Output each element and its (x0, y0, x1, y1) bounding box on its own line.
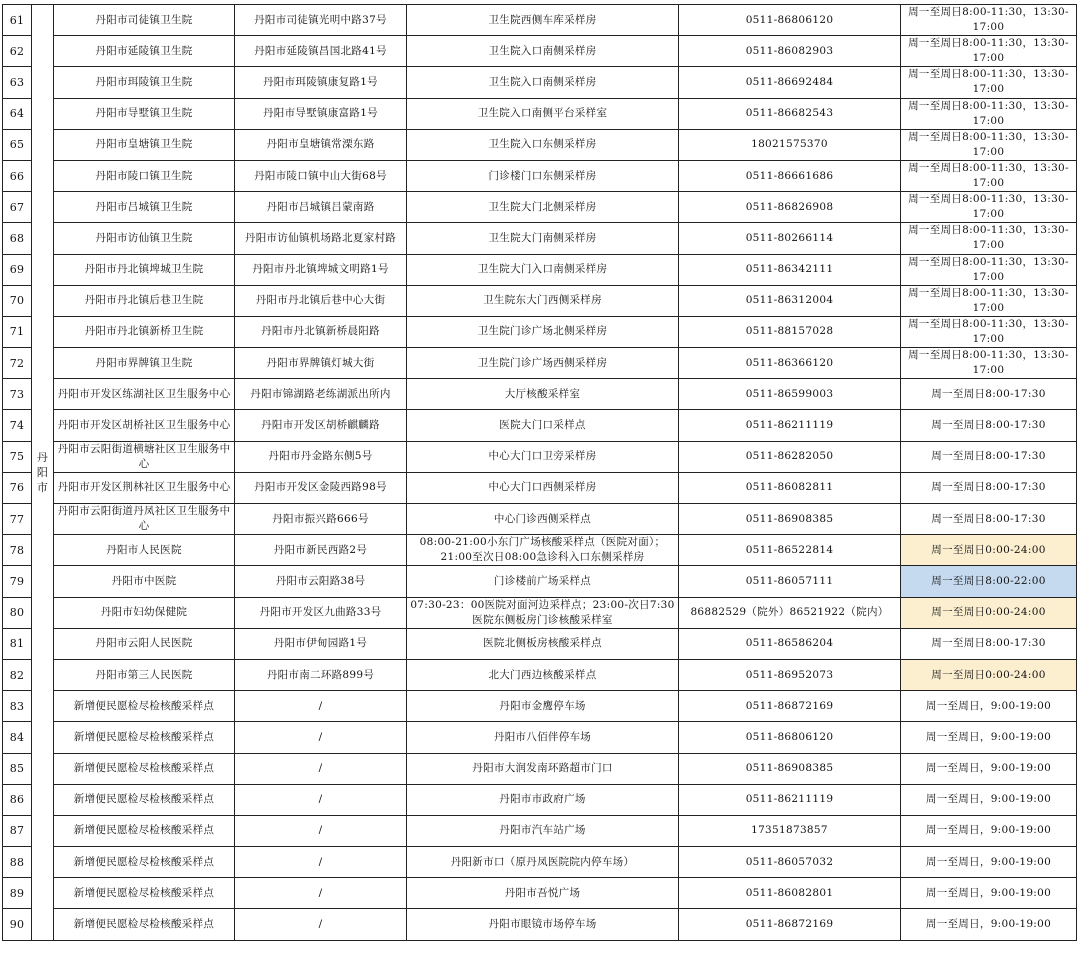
sampling-location: 丹阳市市政府广场 (407, 784, 679, 815)
sampling-location: 丹阳市八佰伴停车场 (407, 722, 679, 753)
site-name: 新增便民愿检尽检核酸采样点 (54, 847, 235, 878)
site-address: 丹阳市吕城镇吕蒙南路 (235, 192, 407, 223)
sampling-location: 卫生院入口东侧采样房 (407, 129, 679, 160)
opening-hours: 周一至周日，9:00-19:00 (901, 691, 1077, 722)
contact-phone: 0511-86661686 (679, 160, 901, 191)
table-row (3, 348, 1077, 379)
contact-phone: 18021575370 (679, 129, 901, 160)
table-row (3, 878, 1077, 909)
table-row (3, 784, 1077, 815)
sampling-location: 07:30-23：00医院对面河边采样点；23:00-次日7:30医院东侧板房门诊核酸采样室 (407, 597, 679, 628)
table-row (3, 192, 1077, 223)
contact-phone: 0511-86057032 (679, 847, 901, 878)
table-row (3, 254, 1077, 285)
site-name: 丹阳市访仙镇卫生院 (54, 223, 235, 254)
site-name: 丹阳市陵口镇卫生院 (54, 160, 235, 191)
table-row (3, 659, 1077, 690)
sampling-sites-table (2, 4, 1077, 941)
row-number: 63 (3, 67, 32, 98)
table-row (3, 535, 1077, 566)
contact-phone: 0511-80266114 (679, 223, 901, 254)
site-address: 丹阳市司徒镇光明中路37号 (235, 5, 407, 36)
site-name: 丹阳市云阳人民医院 (54, 628, 235, 659)
row-number: 68 (3, 223, 32, 254)
contact-phone: 0511-86586204 (679, 628, 901, 659)
sampling-location: 08:00-21:00小东门广场核酸采样点（医院对面）；21:00至次日08:00急诊科入口东侧采样房 (407, 535, 679, 566)
opening-hours: 周一至周日，9:00-19:00 (901, 815, 1077, 846)
row-number: 88 (3, 847, 32, 878)
table-row (3, 722, 1077, 753)
row-number: 78 (3, 535, 32, 566)
sampling-location: 北大门西边核酸采样点 (407, 659, 679, 690)
contact-phone: 0511-86082801 (679, 878, 901, 909)
site-name: 丹阳市人民医院 (54, 535, 235, 566)
sampling-location: 卫生院东大门西侧采样房 (407, 285, 679, 316)
table-row (3, 566, 1077, 597)
opening-hours: 周一至周日8:00-17:30 (901, 472, 1077, 503)
contact-phone: 0511-86522814 (679, 535, 901, 566)
site-address: / (235, 878, 407, 909)
site-address: 丹阳市丹金路东侧5号 (235, 441, 407, 472)
site-address: / (235, 722, 407, 753)
sampling-location: 医院大门口采样点 (407, 410, 679, 441)
site-name: 丹阳市妇幼保健院 (54, 597, 235, 628)
site-address: 丹阳市开发区胡桥麒麟路 (235, 410, 407, 441)
contact-phone: 0511-86082811 (679, 472, 901, 503)
table-row (3, 98, 1077, 129)
sampling-location: 中心门诊西侧采样点 (407, 504, 679, 535)
opening-hours: 周一至周日8:00-17:30 (901, 379, 1077, 410)
table-row (3, 753, 1077, 784)
site-address: 丹阳市珥陵镇康复路1号 (235, 67, 407, 98)
site-address: 丹阳市丹北镇新桥晨阳路 (235, 316, 407, 347)
site-name: 丹阳市丹北镇新桥卫生院 (54, 316, 235, 347)
site-name: 新增便民愿检尽检核酸采样点 (54, 878, 235, 909)
site-name: 新增便民愿检尽检核酸采样点 (54, 753, 235, 784)
opening-hours: 周一至周日8:00-17:30 (901, 504, 1077, 535)
row-number: 84 (3, 722, 32, 753)
site-address: 丹阳市锦湖路老练湖派出所内 (235, 379, 407, 410)
contact-phone: 0511-86312004 (679, 285, 901, 316)
site-name: 丹阳市开发区荆林社区卫生服务中心 (54, 472, 235, 503)
contact-phone: 0511-86211119 (679, 410, 901, 441)
site-name: 丹阳市延陵镇卫生院 (54, 36, 235, 67)
site-name: 丹阳市云阳街道横塘社区卫生服务中心 (54, 441, 235, 472)
contact-phone: 17351873857 (679, 815, 901, 846)
row-number: 85 (3, 753, 32, 784)
site-name: 丹阳市界牌镇卫生院 (54, 348, 235, 379)
site-address: / (235, 784, 407, 815)
table-row (3, 379, 1077, 410)
opening-hours: 周一至周日8:00-22:00 (901, 566, 1077, 597)
sampling-location: 中心大门口卫旁采样房 (407, 441, 679, 472)
site-name: 新增便民愿检尽检核酸采样点 (54, 722, 235, 753)
opening-hours: 周一至周日8:00-11:30，13:30-17:00 (901, 5, 1077, 36)
opening-hours: 周一至周日8:00-11:30，13:30-17:00 (901, 348, 1077, 379)
opening-hours: 周一至周日0:00-24:00 (901, 659, 1077, 690)
sampling-location: 中心大门口西侧采样房 (407, 472, 679, 503)
row-number: 64 (3, 98, 32, 129)
row-number: 77 (3, 504, 32, 535)
site-address: / (235, 847, 407, 878)
opening-hours: 周一至周日8:00-11:30，13:30-17:00 (901, 223, 1077, 254)
contact-phone: 86882529（院外）86521922（院内） (679, 597, 901, 628)
opening-hours: 周一至周日8:00-11:30，13:30-17:00 (901, 98, 1077, 129)
site-name: 新增便民愿检尽检核酸采样点 (54, 691, 235, 722)
row-number: 87 (3, 815, 32, 846)
opening-hours: 周一至周日8:00-11:30，13:30-17:00 (901, 36, 1077, 67)
table-row (3, 847, 1077, 878)
contact-phone: 0511-86682543 (679, 98, 901, 129)
site-name: 丹阳市中医院 (54, 566, 235, 597)
site-address: 丹阳市开发区金陵西路98号 (235, 472, 407, 503)
table-row (3, 129, 1077, 160)
site-name: 丹阳市丹北镇后巷卫生院 (54, 285, 235, 316)
table-row (3, 909, 1077, 940)
site-name: 丹阳市第三人民医院 (54, 659, 235, 690)
row-number: 70 (3, 285, 32, 316)
site-address: 丹阳市云阳路38号 (235, 566, 407, 597)
contact-phone: 0511-86908385 (679, 504, 901, 535)
opening-hours: 周一至周日0:00-24:00 (901, 597, 1077, 628)
opening-hours: 周一至周日，9:00-19:00 (901, 909, 1077, 940)
opening-hours: 周一至周日，9:00-19:00 (901, 784, 1077, 815)
contact-phone: 0511-86211119 (679, 784, 901, 815)
contact-phone: 0511-86057111 (679, 566, 901, 597)
site-address: / (235, 815, 407, 846)
contact-phone: 0511-86806120 (679, 722, 901, 753)
row-number: 86 (3, 784, 32, 815)
site-name: 丹阳市导墅镇卫生院 (54, 98, 235, 129)
row-number: 79 (3, 566, 32, 597)
site-name: 新增便民愿检尽检核酸采样点 (54, 815, 235, 846)
table-row (3, 36, 1077, 67)
sampling-location: 卫生院入口南侧平台采样室 (407, 98, 679, 129)
site-address: 丹阳市导墅镇康富路1号 (235, 98, 407, 129)
site-name: 丹阳市云阳街道丹凤社区卫生服务中心 (54, 504, 235, 535)
sampling-location: 大厅核酸采样室 (407, 379, 679, 410)
sampling-location: 丹阳市吾悦广场 (407, 878, 679, 909)
row-number: 66 (3, 160, 32, 191)
row-number: 82 (3, 659, 32, 690)
table-row (3, 472, 1077, 503)
opening-hours: 周一至周日，9:00-19:00 (901, 847, 1077, 878)
row-number: 89 (3, 878, 32, 909)
opening-hours: 周一至周日8:00-11:30，13:30-17:00 (901, 129, 1077, 160)
site-name: 丹阳市开发区练湖社区卫生服务中心 (54, 379, 235, 410)
sampling-location: 丹阳市眼镜市场停车场 (407, 909, 679, 940)
sampling-location: 丹阳市大润发南环路超市门口 (407, 753, 679, 784)
sampling-location: 医院北侧板房核酸采样点 (407, 628, 679, 659)
contact-phone: 0511-86282050 (679, 441, 901, 472)
sampling-location: 丹阳市金鹰停车场 (407, 691, 679, 722)
site-name: 丹阳市珥陵镇卫生院 (54, 67, 235, 98)
opening-hours: 周一至周日8:00-17:30 (901, 628, 1077, 659)
table-row (3, 316, 1077, 347)
region-cell (32, 5, 54, 941)
sampling-location: 卫生院门诊广场北侧采样房 (407, 316, 679, 347)
row-number: 90 (3, 909, 32, 940)
site-address: / (235, 753, 407, 784)
table-row (3, 441, 1077, 472)
sampling-location: 丹阳市汽车站广场 (407, 815, 679, 846)
contact-phone: 0511-88157028 (679, 316, 901, 347)
row-number: 62 (3, 36, 32, 67)
row-number: 81 (3, 628, 32, 659)
site-address: 丹阳市振兴路666号 (235, 504, 407, 535)
row-number: 71 (3, 316, 32, 347)
site-name: 新增便民愿检尽检核酸采样点 (54, 784, 235, 815)
site-address: 丹阳市皇塘镇常溧东路 (235, 129, 407, 160)
contact-phone: 0511-86082903 (679, 36, 901, 67)
contact-phone: 0511-86806120 (679, 5, 901, 36)
contact-phone: 0511-86872169 (679, 909, 901, 940)
table-row (3, 691, 1077, 722)
contact-phone: 0511-86599003 (679, 379, 901, 410)
site-address: 丹阳市丹北镇后巷中心大街 (235, 285, 407, 316)
opening-hours: 周一至周日8:00-11:30，13:30-17:00 (901, 316, 1077, 347)
site-address: 丹阳市界牌镇灯城大街 (235, 348, 407, 379)
site-address: 丹阳市丹北镇埤城文明路1号 (235, 254, 407, 285)
sampling-location: 门诊楼门口东侧采样房 (407, 160, 679, 191)
contact-phone: 0511-86342111 (679, 254, 901, 285)
site-address: 丹阳市陵口镇中山大街68号 (235, 160, 407, 191)
sampling-location: 卫生院入口南侧采样房 (407, 36, 679, 67)
site-name: 丹阳市司徒镇卫生院 (54, 5, 235, 36)
opening-hours: 周一至周日，9:00-19:00 (901, 753, 1077, 784)
site-address: 丹阳市伊甸园路1号 (235, 628, 407, 659)
sampling-location: 丹阳新市口（原丹凤医院院内停车场） (407, 847, 679, 878)
opening-hours: 周一至周日8:00-11:30，13:30-17:00 (901, 192, 1077, 223)
table-body (3, 5, 1077, 941)
site-address: 丹阳市新民西路2号 (235, 535, 407, 566)
sampling-location: 卫生院大门入口南侧采样房 (407, 254, 679, 285)
row-number: 61 (3, 5, 32, 36)
opening-hours: 周一至周日8:00-17:30 (901, 410, 1077, 441)
site-address: / (235, 909, 407, 940)
row-number: 72 (3, 348, 32, 379)
row-number: 75 (3, 441, 32, 472)
row-number: 76 (3, 472, 32, 503)
sampling-location: 卫生院大门南侧采样房 (407, 223, 679, 254)
opening-hours: 周一至周日8:00-11:30，13:30-17:00 (901, 160, 1077, 191)
row-number: 83 (3, 691, 32, 722)
table-row (3, 67, 1077, 98)
opening-hours: 周一至周日0:00-24:00 (901, 535, 1077, 566)
opening-hours: 周一至周日8:00-11:30，13:30-17:00 (901, 254, 1077, 285)
site-name: 新增便民愿检尽检核酸采样点 (54, 909, 235, 940)
opening-hours: 周一至周日，9:00-19:00 (901, 722, 1077, 753)
contact-phone: 0511-86872169 (679, 691, 901, 722)
contact-phone: 0511-86366120 (679, 348, 901, 379)
table-row (3, 223, 1077, 254)
contact-phone: 0511-86952073 (679, 659, 901, 690)
row-number: 73 (3, 379, 32, 410)
site-name: 丹阳市吕城镇卫生院 (54, 192, 235, 223)
table-row (3, 160, 1077, 191)
table-row (3, 628, 1077, 659)
table-row (3, 5, 1077, 36)
sampling-location: 卫生院门诊广场西侧采样房 (407, 348, 679, 379)
table-row (3, 504, 1077, 535)
region-label: 丹阳市 (36, 450, 49, 494)
contact-phone: 0511-86826908 (679, 192, 901, 223)
opening-hours: 周一至周日，9:00-19:00 (901, 878, 1077, 909)
sampling-location: 门诊楼前广场采样点 (407, 566, 679, 597)
row-number: 69 (3, 254, 32, 285)
table-row (3, 815, 1077, 846)
site-address: 丹阳市延陵镇昌国北路41号 (235, 36, 407, 67)
table-row (3, 410, 1077, 441)
sampling-location: 卫生院西侧车库采样房 (407, 5, 679, 36)
row-number: 74 (3, 410, 32, 441)
site-name: 丹阳市皇塘镇卫生院 (54, 129, 235, 160)
opening-hours: 周一至周日8:00-17:30 (901, 441, 1077, 472)
table-row (3, 597, 1077, 628)
site-name: 丹阳市丹北镇埤城卫生院 (54, 254, 235, 285)
contact-phone: 0511-86692484 (679, 67, 901, 98)
row-number: 80 (3, 597, 32, 628)
site-address: 丹阳市开发区九曲路33号 (235, 597, 407, 628)
site-name: 丹阳市开发区胡桥社区卫生服务中心 (54, 410, 235, 441)
row-number: 67 (3, 192, 32, 223)
opening-hours: 周一至周日8:00-11:30，13:30-17:00 (901, 285, 1077, 316)
site-address: 丹阳市访仙镇机场路北夏家村路 (235, 223, 407, 254)
table-row (3, 285, 1077, 316)
opening-hours: 周一至周日8:00-11:30，13:30-17:00 (901, 67, 1077, 98)
row-number: 65 (3, 129, 32, 160)
sampling-location: 卫生院入口南侧采样房 (407, 67, 679, 98)
site-address: 丹阳市南二环路899号 (235, 659, 407, 690)
contact-phone: 0511-86908385 (679, 753, 901, 784)
sampling-location: 卫生院大门北侧采样房 (407, 192, 679, 223)
site-address: / (235, 691, 407, 722)
